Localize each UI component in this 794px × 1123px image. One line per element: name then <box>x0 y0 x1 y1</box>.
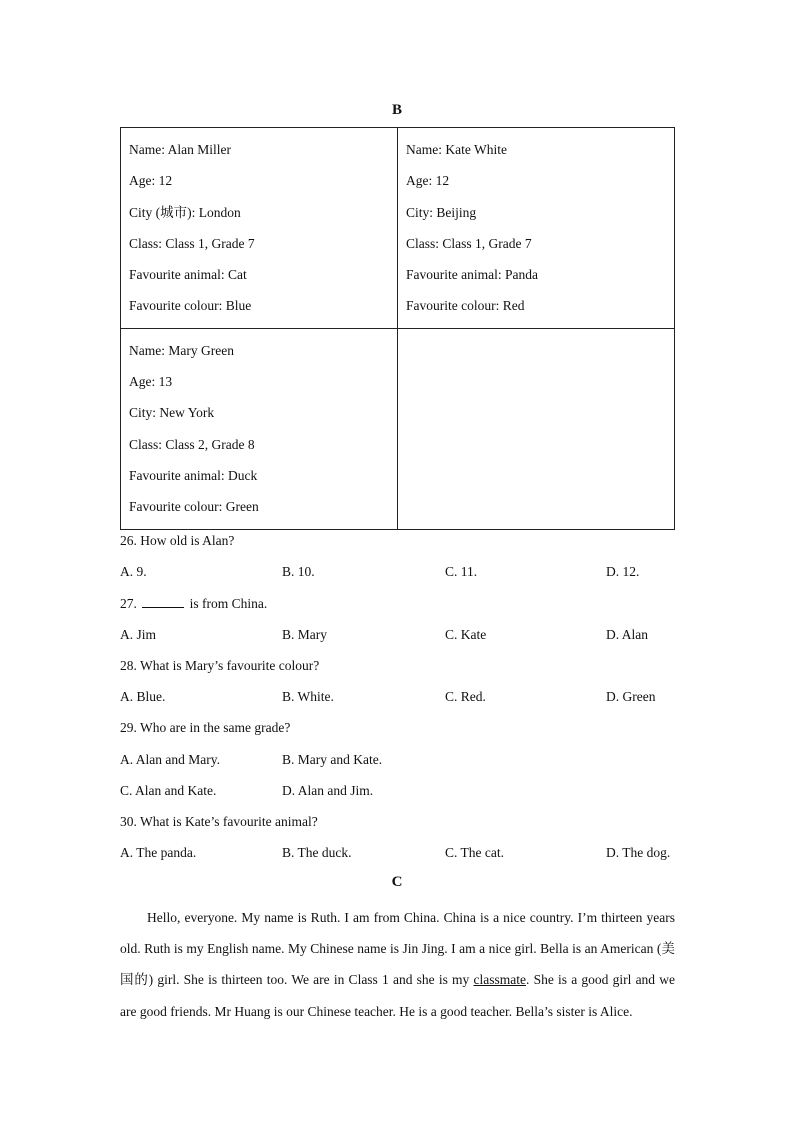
empty-cell <box>398 328 675 529</box>
profile-card-kate <box>398 128 675 329</box>
card-colour: Favourite colour: Red <box>406 298 525 314</box>
option-d: D. The dog. <box>606 845 671 860</box>
option-d: D. Green <box>606 689 656 704</box>
option-d: D. 12. <box>606 564 640 579</box>
question-27-text: is from China. <box>189 596 268 611</box>
card-age: Age: 12 <box>406 173 450 189</box>
card-city: City: Beijing <box>406 204 477 220</box>
option-a: A. Jim <box>120 627 157 642</box>
option-b: B. The duck. <box>282 845 352 860</box>
profile-table <box>120 127 675 530</box>
option-a: A. The panda. <box>120 845 197 860</box>
section-c-title: C <box>391 874 403 890</box>
question-27 <box>120 595 267 613</box>
card-animal: Favourite animal: Cat <box>129 267 247 283</box>
option-d: D. Alan <box>606 627 648 642</box>
question-26: 26. How old is Alan? <box>120 533 235 548</box>
question-28: 28. What is Mary’s favourite colour? <box>120 658 320 673</box>
answer-blank <box>142 595 184 608</box>
option-b: B. Mary and Kate. <box>282 752 383 767</box>
option-c: C. The cat. <box>445 845 504 860</box>
option-a: A. Alan and Mary. <box>120 752 220 767</box>
option-a: A. Blue. <box>120 689 166 704</box>
card-name: Name: Alan Miller <box>129 142 231 157</box>
option-b: B. White. <box>282 689 334 704</box>
reading-passage <box>120 902 675 1027</box>
card-animal: Favourite animal: Panda <box>406 267 538 283</box>
option-b: B. Mary <box>282 627 327 642</box>
underlined-word: classmate <box>473 972 526 988</box>
option-d: D. Alan and Jim. <box>282 783 374 798</box>
card-name: Name: Kate White <box>406 142 507 157</box>
card-class: Class: Class 2, Grade 8 <box>129 436 255 452</box>
option-c: C. Alan and Kate. <box>120 783 217 798</box>
option-b: B. 10. <box>282 564 315 579</box>
passage-paragraph <box>120 902 675 1027</box>
card-colour: Favourite colour: Blue <box>129 298 252 314</box>
card-class: Class: Class 1, Grade 7 <box>406 235 532 251</box>
question-27-number: 27. <box>120 596 137 611</box>
option-c: C. 11. <box>445 564 478 579</box>
card-age: Age: 13 <box>129 374 173 390</box>
option-c: C. Red. <box>445 689 486 704</box>
profile-card-mary <box>121 328 398 529</box>
section-b-title: B <box>391 102 402 118</box>
option-c: C. Kate <box>445 627 487 642</box>
question-29: 29. Who are in the same grade? <box>120 720 291 735</box>
card-colour: Favourite colour: Green <box>129 499 259 515</box>
card-age: Age: 12 <box>129 173 173 189</box>
question-30: 30. What is Kate’s favourite animal? <box>120 814 318 829</box>
passage-text-continued: . She is a good girl and we are good friends. Mr Huang is our Chinese teacher. He is a good teacher. Bella’s sister is Alice. <box>120 972 675 1019</box>
profile-card-alan <box>121 128 398 329</box>
card-name: Name: Mary Green <box>129 342 234 358</box>
card-city: City: New York <box>129 405 215 421</box>
option-a: A. 9. <box>120 564 147 579</box>
passage-text: Hello, everyone. My name is Ruth. I am from China. China is a nice country. I’m thirteen years old. Ruth is my English name. My Chinese name is Jin Jing. I am a nice girl. Bella is an American (美国的) girl. She is thirteen too. We are in Class 1 and she is my <box>120 910 675 988</box>
card-city: City (城市): London <box>129 204 241 220</box>
card-animal: Favourite animal: Duck <box>129 467 258 483</box>
card-class: Class: Class 1, Grade 7 <box>129 235 255 251</box>
